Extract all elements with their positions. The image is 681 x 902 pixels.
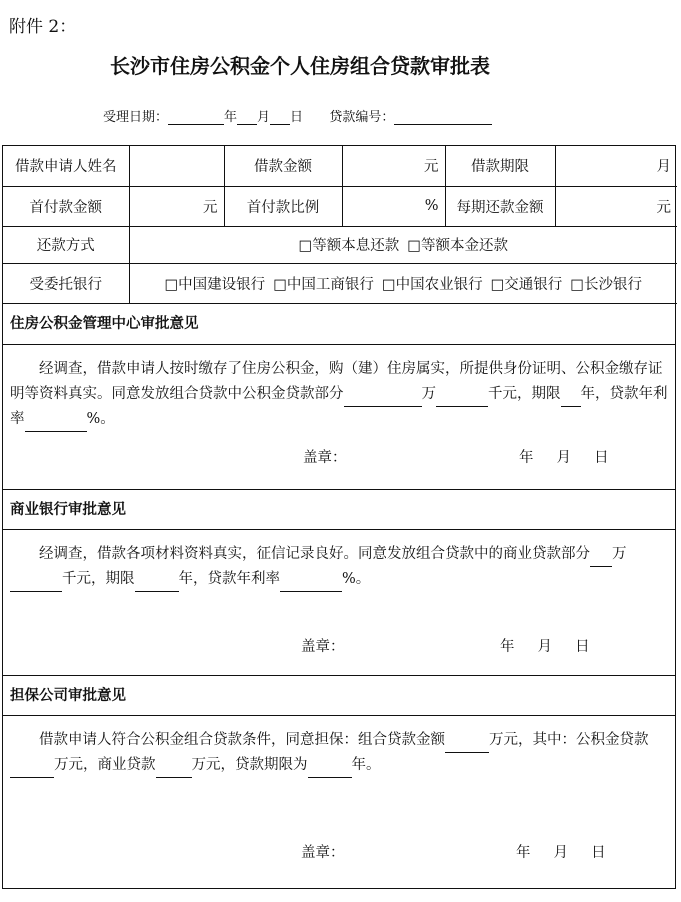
bank-option-ccb[interactable]: □中国建设银行 [164,276,266,293]
combined-loan-amount-field[interactable] [445,738,489,753]
bank-option-bocom[interactable]: □交通银行 [490,276,563,293]
accept-year-field[interactable] [168,110,224,125]
bank-options [129,263,677,303]
loan-amount-label: 借款金额 [224,146,342,186]
loan-no-label: 贷款编号： [329,110,395,125]
repay-option-equal-principal[interactable]: □等额本金还款 [407,238,508,254]
guarantee-opinion-text: 借款申请人符合公积金组合贷款条件，同意担保：组合贷款金额 万元，其中：公积金贷款万元，商业贷款 万元，贷款期限为 年。 [3,716,675,778]
fund-loan-term-field[interactable] [561,392,581,407]
loan-no-field[interactable] [394,110,492,125]
down-payment-label: 首付款金额 [3,186,129,226]
page-title: 长沙市住房公积金个人住房组合贷款审批表 [110,54,490,78]
repay-method-label: 还款方式 [3,226,129,263]
guarantee-section-body [3,715,675,888]
guarantee-seal-label: 盖章： [301,844,345,861]
repay-method-options [129,226,677,263]
applicant-name-label: 借款申请人姓名 [3,146,129,186]
fund-center-date: 年 月 日 [519,449,609,466]
fund-center-section-title: 住房公积金管理中心审批意见 [10,314,199,332]
down-payment-ratio-field[interactable]: % [342,186,445,226]
accept-day-field[interactable] [270,110,290,125]
repay-option-equal-installment[interactable]: □等额本息还款 [298,238,400,254]
fund-center-seal-label: 盖章： [303,449,347,466]
accept-date-label: 受理日期： [103,110,169,125]
bank-loan-wan-field[interactable] [590,552,612,567]
down-payment-field[interactable]: 元 [129,186,224,226]
guarantee-section-title: 担保公司审批意见 [3,675,675,715]
commercial-bank-section-body [3,529,675,675]
approval-form [2,145,676,889]
commercial-bank-section-title: 商业银行审批意见 [3,489,675,529]
fund-loan-amount-field[interactable] [10,763,54,778]
bank-loan-thousand-field[interactable] [10,577,62,592]
down-payment-ratio-label: 首付款比例 [224,186,342,226]
commercial-loan-amount-field[interactable] [156,763,192,778]
guarantee-date: 年 月 日 [516,844,606,861]
commercial-bank-seal-label: 盖章： [301,638,345,655]
commercial-bank-date: 年 月 日 [500,638,590,655]
bank-option-icbc[interactable]: □中国工商银行 [273,276,374,293]
info-table [3,146,677,304]
fund-center-opinion-text: 经调查，借款申请人按时缴存了住房公积金，购（建）住房属实，所提供身份证明、公积金缴存证明等资料真实。同意发放组合贷款中公积金贷款部分 万 千元，期限 年，贷款年利率 %。 [3,345,675,432]
loan-amount-field[interactable]: 元 [342,146,445,186]
bank-loan-rate-field[interactable] [280,577,342,592]
commercial-bank-opinion-text: 经调查，借款各项材料资料真实，征信记录良好。同意发放组合贷款中的商业贷款部分 万千元，期限 年，贷款年利率 %。 [3,530,675,592]
bank-loan-term-field[interactable] [135,577,179,592]
entrusted-bank-label: 受委托银行 [3,263,129,303]
bank-option-csb[interactable]: □长沙银行 [570,276,642,293]
date-line: 受理日期： 年 月 日 贷款编号： [103,106,492,125]
installment-field[interactable]: 元 [555,186,677,226]
installment-label: 每期还款金额 [445,186,555,226]
loan-term-field[interactable]: 月 [555,146,677,186]
fund-loan-wan-field[interactable] [344,392,422,407]
fund-center-section-body [3,344,675,489]
loan-term-years-field[interactable] [308,763,352,778]
accept-month-field[interactable] [237,110,257,125]
loan-term-label: 借款期限 [445,146,555,186]
fund-loan-thousand-field[interactable] [436,392,488,407]
bank-option-abc[interactable]: □中国农业银行 [381,276,483,293]
applicant-name-field[interactable] [129,146,224,186]
attachment-label: 附件 2： [9,17,77,37]
fund-loan-rate-field[interactable] [25,417,87,432]
